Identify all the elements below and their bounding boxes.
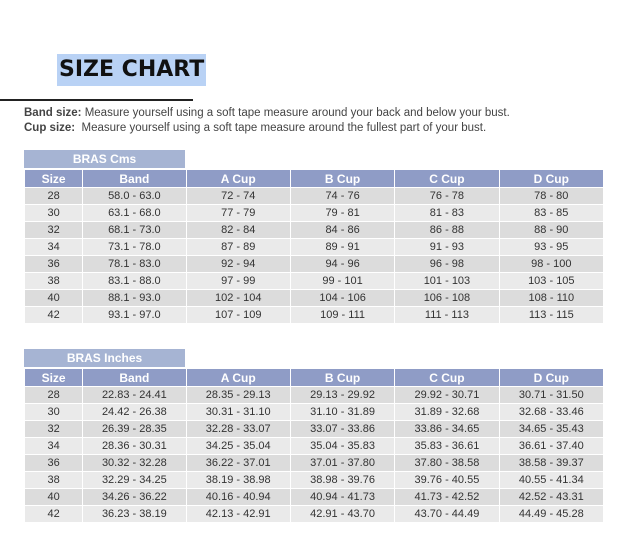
cell-a-cup: 30.31 - 31.10 — [186, 404, 290, 421]
table-row — [25, 222, 604, 239]
cell-d-cup: 30.71 - 31.50 — [499, 387, 603, 404]
cell-size: 42 — [25, 506, 83, 523]
cell-band: 22.83 - 24.41 — [83, 387, 186, 404]
cell-a-cup: 72 - 74 — [186, 188, 290, 205]
cell-d-cup: 88 - 90 — [499, 222, 603, 239]
inches-size-block — [24, 349, 604, 523]
cell-band: 34.26 - 36.22 — [83, 489, 186, 506]
cup-size-note — [24, 121, 510, 136]
cell-c-cup: 33.86 - 34.65 — [395, 421, 499, 438]
table-row — [25, 404, 604, 421]
cell-a-cup: 87 - 89 — [186, 239, 290, 256]
cell-size: 36 — [25, 455, 83, 472]
table-row — [25, 188, 604, 205]
cell-d-cup: 44.49 - 45.28 — [499, 506, 603, 523]
header-band: Band — [83, 170, 186, 188]
cms-size-table — [24, 169, 604, 324]
cell-b-cup: 89 - 91 — [290, 239, 394, 256]
table-header-row — [25, 369, 604, 387]
cell-b-cup: 42.91 - 43.70 — [290, 506, 394, 523]
cup-size-label: Cup size: — [24, 122, 76, 134]
cell-d-cup: 98 - 100 — [499, 256, 603, 273]
page-title: SIZE CHART — [57, 54, 206, 86]
cell-d-cup: 108 - 110 — [499, 290, 603, 307]
header-b-cup: B Cup — [290, 170, 394, 188]
cell-size: 34 — [25, 239, 83, 256]
band-size-label: Band size: — [24, 107, 82, 119]
cell-c-cup: 111 - 113 — [395, 307, 499, 324]
header-a-cup: A Cup — [186, 369, 290, 387]
cell-b-cup: 94 - 96 — [290, 256, 394, 273]
table-row — [25, 387, 604, 404]
table-row — [25, 506, 604, 523]
cell-a-cup: 38.19 - 38.98 — [186, 472, 290, 489]
cell-c-cup: 91 - 93 — [395, 239, 499, 256]
band-size-text: Measure yourself using a soft tape measure around your back and below your bust. — [81, 107, 510, 119]
cell-d-cup: 32.68 - 33.46 — [499, 404, 603, 421]
band-size-note — [24, 106, 510, 121]
cell-c-cup: 43.70 - 44.49 — [395, 506, 499, 523]
header-c-cup: C Cup — [395, 170, 499, 188]
cell-c-cup: 96 - 98 — [395, 256, 499, 273]
cell-c-cup: 39.76 - 40.55 — [395, 472, 499, 489]
header-size: Size — [25, 369, 83, 387]
cell-b-cup: 109 - 111 — [290, 307, 394, 324]
cell-c-cup: 41.73 - 42.52 — [395, 489, 499, 506]
cell-size: 30 — [25, 404, 83, 421]
cell-a-cup: 32.28 - 33.07 — [186, 421, 290, 438]
cell-d-cup: 34.65 - 35.43 — [499, 421, 603, 438]
cell-band: 24.42 - 26.38 — [83, 404, 186, 421]
cell-band: 28.36 - 30.31 — [83, 438, 186, 455]
header-a-cup: A Cup — [186, 170, 290, 188]
title-area — [57, 54, 206, 86]
measurement-notes — [24, 106, 510, 136]
cell-a-cup: 77 - 79 — [186, 205, 290, 222]
cell-size: 28 — [25, 387, 83, 404]
cms-size-block — [24, 150, 604, 324]
cell-band: 58.0 - 63.0 — [83, 188, 186, 205]
header-d-cup: D Cup — [499, 369, 603, 387]
header-d-cup: D Cup — [499, 170, 603, 188]
cell-a-cup: 102 - 104 — [186, 290, 290, 307]
cell-c-cup: 86 - 88 — [395, 222, 499, 239]
cell-d-cup: 40.55 - 41.34 — [499, 472, 603, 489]
cell-size: 40 — [25, 489, 83, 506]
cell-band: 63.1 - 68.0 — [83, 205, 186, 222]
table-row — [25, 438, 604, 455]
cell-d-cup: 83 - 85 — [499, 205, 603, 222]
cell-b-cup: 84 - 86 — [290, 222, 394, 239]
inches-table-title: BRAS Inches — [24, 349, 185, 368]
cell-d-cup: 36.61 - 37.40 — [499, 438, 603, 455]
cell-b-cup: 99 - 101 — [290, 273, 394, 290]
cell-band: 32.29 - 34.25 — [83, 472, 186, 489]
header-c-cup: C Cup — [395, 369, 499, 387]
cell-size: 34 — [25, 438, 83, 455]
table-row — [25, 489, 604, 506]
cell-b-cup: 29.13 - 29.92 — [290, 387, 394, 404]
table-row — [25, 256, 604, 273]
table-row — [25, 239, 604, 256]
cell-c-cup: 31.89 - 32.68 — [395, 404, 499, 421]
cell-a-cup: 28.35 - 29.13 — [186, 387, 290, 404]
cell-size: 38 — [25, 273, 83, 290]
cell-d-cup: 113 - 115 — [499, 307, 603, 324]
cell-band: 68.1 - 73.0 — [83, 222, 186, 239]
cell-d-cup: 93 - 95 — [499, 239, 603, 256]
header-size: Size — [25, 170, 83, 188]
cell-c-cup: 35.83 - 36.61 — [395, 438, 499, 455]
header-band: Band — [83, 369, 186, 387]
cell-size: 40 — [25, 290, 83, 307]
cell-b-cup: 37.01 - 37.80 — [290, 455, 394, 472]
cell-a-cup: 34.25 - 35.04 — [186, 438, 290, 455]
cell-b-cup: 74 - 76 — [290, 188, 394, 205]
table-row — [25, 205, 604, 222]
cell-band: 78.1 - 83.0 — [83, 256, 186, 273]
cell-band: 73.1 - 78.0 — [83, 239, 186, 256]
cell-band: 30.32 - 32.28 — [83, 455, 186, 472]
cell-band: 36.23 - 38.19 — [83, 506, 186, 523]
cell-b-cup: 40.94 - 41.73 — [290, 489, 394, 506]
table-header-row — [25, 170, 604, 188]
cell-a-cup: 42.13 - 42.91 — [186, 506, 290, 523]
cell-c-cup: 81 - 83 — [395, 205, 499, 222]
table-row — [25, 455, 604, 472]
cell-b-cup: 33.07 - 33.86 — [290, 421, 394, 438]
cms-table-title: BRAS Cms — [24, 150, 185, 169]
cell-band: 26.39 - 28.35 — [83, 421, 186, 438]
cell-b-cup: 38.98 - 39.76 — [290, 472, 394, 489]
table-row — [25, 273, 604, 290]
cell-a-cup: 36.22 - 37.01 — [186, 455, 290, 472]
cell-size: 36 — [25, 256, 83, 273]
cell-size: 42 — [25, 307, 83, 324]
cell-d-cup: 78 - 80 — [499, 188, 603, 205]
cell-a-cup: 92 - 94 — [186, 256, 290, 273]
cell-c-cup: 106 - 108 — [395, 290, 499, 307]
cell-c-cup: 101 - 103 — [395, 273, 499, 290]
cell-a-cup: 107 - 109 — [186, 307, 290, 324]
cell-a-cup: 40.16 - 40.94 — [186, 489, 290, 506]
cell-size: 32 — [25, 421, 83, 438]
cell-a-cup: 97 - 99 — [186, 273, 290, 290]
table-row — [25, 307, 604, 324]
inches-size-table — [24, 368, 604, 523]
cell-size: 30 — [25, 205, 83, 222]
cell-b-cup: 35.04 - 35.83 — [290, 438, 394, 455]
cell-a-cup: 82 - 84 — [186, 222, 290, 239]
cell-band: 88.1 - 93.0 — [83, 290, 186, 307]
cell-d-cup: 103 - 105 — [499, 273, 603, 290]
cell-d-cup: 42.52 - 43.31 — [499, 489, 603, 506]
cell-c-cup: 37.80 - 38.58 — [395, 455, 499, 472]
table-row — [25, 421, 604, 438]
cell-size: 28 — [25, 188, 83, 205]
cell-band: 93.1 - 97.0 — [83, 307, 186, 324]
title-divider — [0, 99, 193, 101]
cell-band: 83.1 - 88.0 — [83, 273, 186, 290]
cell-size: 38 — [25, 472, 83, 489]
cell-b-cup: 31.10 - 31.89 — [290, 404, 394, 421]
header-b-cup: B Cup — [290, 369, 394, 387]
table-row — [25, 472, 604, 489]
cell-d-cup: 38.58 - 39.37 — [499, 455, 603, 472]
cell-c-cup: 76 - 78 — [395, 188, 499, 205]
cup-size-text: Measure yourself using a soft tape measure around the fullest part of your bust. — [75, 122, 487, 134]
table-row — [25, 290, 604, 307]
cell-size: 32 — [25, 222, 83, 239]
cell-c-cup: 29.92 - 30.71 — [395, 387, 499, 404]
cell-b-cup: 79 - 81 — [290, 205, 394, 222]
cell-b-cup: 104 - 106 — [290, 290, 394, 307]
